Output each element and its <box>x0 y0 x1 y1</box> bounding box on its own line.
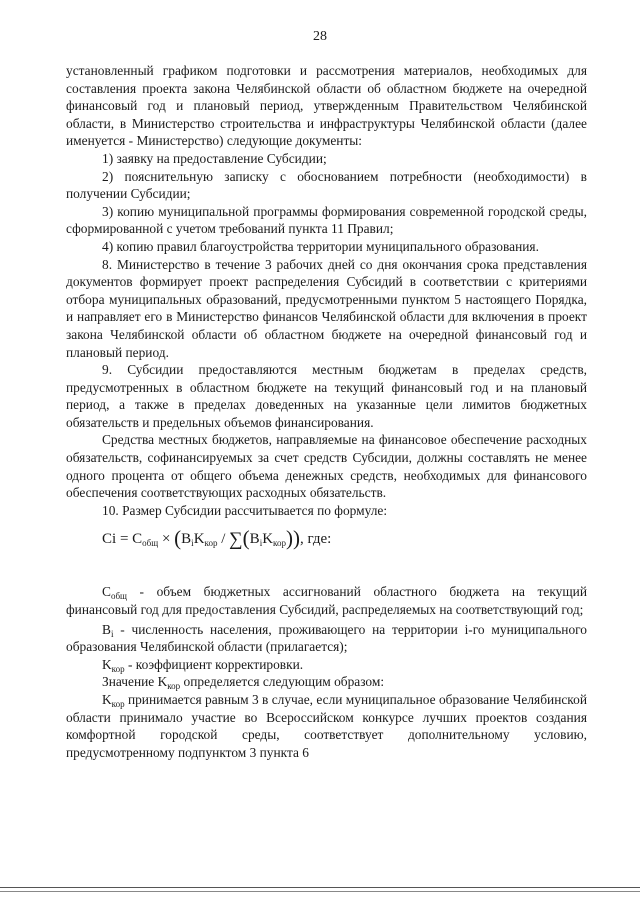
definition-k-coefficient: $K_{кор}$ - коэффициент корректировки. <box>102 656 304 674</box>
document-body <box>66 62 587 761</box>
paragraph-intro: установленный графиком подготовки и рассмотрения материалов, необходимых для составления проекта закона Челябинской области об областном бюджете на очередной финансовый год и плановый период, утвержденным Правительством Челябинской области, в Министерство строительства и инфраструктуры Челябинской области (далее именуется - Министерство) следующие документы: <box>66 63 587 149</box>
list-item-1: 1) заявку на предоставление Субсидии; <box>102 150 327 166</box>
list-item-3: 3) копию муниципальной программы формирования современной городской среды, сформированной с учетом требований пункта 11 Правил; <box>66 203 587 237</box>
footer-divider <box>0 887 640 888</box>
paragraph-9-funds: Средства местных бюджетов, направляемые на финансовое обеспечение расходных обязательств, софинансируемых за счет средств Субсидии, должны составлять не менее одного процента от общего объема денежных средств, необходимых для финансового обеспечения соответствующих расходных обязательств. <box>66 432 587 501</box>
subsidy-formula: $Ci = C_{общ} \times (B_iK_{кор} / \sum(B_iK_{кор}))$, где: <box>102 526 332 551</box>
paragraph-10: 10. Размер Субсидии рассчитывается по формуле: <box>102 502 388 518</box>
definition-c-total: $C_{общ}$ - объем бюджетных ассигнований областного бюджета на текущий финансовый год для предоставления Субсидий, распределяемых на соответствующий год; <box>66 584 587 618</box>
footer-divider-secondary <box>0 891 640 892</box>
paragraph-8: 8. Министерство в течение 3 рабочих дней со дня окончания срока представления документов формирует проект распределения Субсидий в соответствии с критериями отбора муниципальных образований, предусмотренными пунктом 5 настоящего Порядка, и направляет его в Министерство финансов Челябинской области для включения в проект закона Челябинской области об областном бюджете на очередной финансовый год и плановый период. <box>66 256 587 360</box>
definition-b-population: $B_i$ - численность населения, проживающего на территории i-го муниципального образования Челябинской области (прилагается); <box>66 621 587 655</box>
list-item-4: 4) копию правил благоустройства территории муниципального образования. <box>102 238 539 254</box>
page-number: 28 <box>313 29 327 44</box>
sum-symbol: ∑ <box>229 529 243 551</box>
k-value-rule: $K_{кор}$ принимается равным 3 в случае, если муниципальное образование Челябинской области принимало участие во Всероссийском конкурсе лучших проектов создания комфортной городской среды, соответствует дополнительному условию, предусмотренному подпунктом 3 пункта 6 <box>66 692 587 760</box>
list-item-2: 2) пояснительную записку с обоснованием потребности (необходимости) в получении Субсидии; <box>66 168 587 202</box>
k-value-heading: Значение $K_{кор}$ определяется следующим образом: <box>102 674 385 692</box>
formula-lhs: Ci <box>102 531 117 548</box>
paragraph-9: 9. Субсидии предоставляются местным бюджетам в пределах средств, предусмотренных в областном бюджете на текущий финансовый год и на плановый период, а также в пределах доведенных на указанные цели лимитов бюджетных обязательств и предельных объемов финансирования. <box>66 362 587 430</box>
